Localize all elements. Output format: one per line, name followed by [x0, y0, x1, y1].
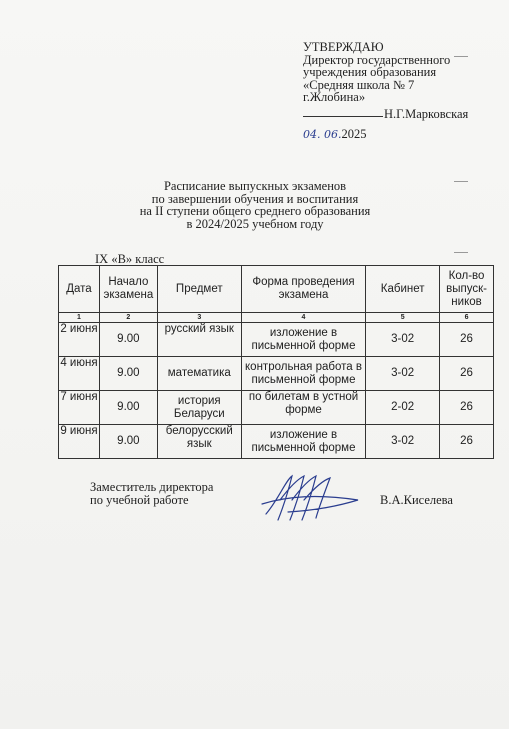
col-number: 4 — [241, 313, 366, 323]
class-label: IX «В» класс — [95, 252, 165, 266]
cell-date: 9 июня — [59, 425, 100, 459]
approval-line: «Средняя школа № 7 — [303, 77, 415, 92]
table-row — [59, 323, 494, 357]
column-number-row — [59, 313, 494, 323]
cell-date: 2 июня — [59, 323, 100, 357]
approval-heading: УТВЕРЖДАЮ — [303, 40, 384, 54]
approval-date — [303, 127, 366, 142]
title-line: Расписание выпускных экзаменов — [163, 179, 347, 193]
title-line: на II ступени общего среднего образования — [139, 204, 371, 218]
cell-count: 26 — [440, 323, 494, 357]
header-room: Кабинет — [366, 266, 440, 313]
cell-count: 26 — [440, 357, 494, 391]
cell-form: изложение в письменной форме — [241, 425, 366, 459]
cell-subject: белорусский язык — [157, 425, 241, 459]
cell-form: по билетам в устной форме — [241, 391, 366, 425]
title-line: по завершении обучения и воспитания — [151, 191, 359, 206]
col-number: 6 — [440, 313, 494, 323]
approval-line: учреждения образования — [303, 65, 437, 80]
cell-room: 3-02 — [366, 323, 440, 357]
cell-start: 9.00 — [99, 357, 157, 391]
col-number: 3 — [157, 313, 241, 323]
header-subject: Предмет — [157, 266, 241, 313]
cell-room: 3-02 — [366, 357, 440, 391]
cell-subject: история Беларуси — [157, 391, 241, 425]
cell-count: 26 — [440, 391, 494, 425]
cell-subject: русский язык — [157, 323, 241, 357]
header-count: Кол-во выпуск-ников — [440, 266, 494, 313]
header-date: Дата — [59, 266, 100, 313]
cell-form: изложение в письменной форме — [241, 323, 366, 357]
cell-room: 3-02 — [366, 425, 440, 459]
approval-line: г.Жлобина» — [303, 90, 366, 105]
director-name: Н.Г.Марковская — [384, 107, 469, 121]
cell-date: 4 июня — [59, 357, 100, 391]
cell-date: 7 июня — [59, 391, 100, 425]
cell-form: контрольная работа в письменной форме — [241, 357, 366, 391]
col-number: 1 — [59, 313, 100, 323]
approval-line: Директор государственного — [303, 52, 451, 67]
header-form: Форма проведения экзамена — [241, 266, 366, 313]
deputy-name: В.А.Киселева — [380, 493, 453, 507]
cell-room: 2-02 — [366, 391, 440, 425]
deputy-title-line: по учебной работе — [90, 492, 189, 507]
col-number: 5 — [366, 313, 440, 323]
scan-mark — [454, 252, 468, 253]
table-header-row — [59, 266, 494, 313]
deputy-title-line: Заместитель директора — [90, 480, 214, 494]
handwritten-signature — [258, 470, 368, 526]
handwritten-date: 04. 06. — [303, 128, 342, 141]
cell-start: 9.00 — [99, 425, 157, 459]
col-number: 2 — [99, 313, 157, 323]
deputy-block — [90, 481, 213, 506]
document-title — [120, 180, 390, 230]
approval-year: 2025 — [341, 127, 367, 141]
cell-start: 9.00 — [99, 391, 157, 425]
scan-mark — [454, 181, 468, 182]
exam-schedule-table — [58, 265, 494, 459]
table-row — [59, 391, 494, 425]
approval-block — [303, 41, 503, 104]
scan-mark — [454, 56, 468, 57]
table-row — [59, 425, 494, 459]
signature-line — [303, 116, 383, 117]
cell-start: 9.00 — [99, 323, 157, 357]
table-row — [59, 357, 494, 391]
cell-count: 26 — [440, 425, 494, 459]
title-line: в 2024/2025 учебном году — [186, 216, 324, 231]
header-start: Начало экзамена — [99, 266, 157, 313]
cell-subject: математика — [157, 357, 241, 391]
